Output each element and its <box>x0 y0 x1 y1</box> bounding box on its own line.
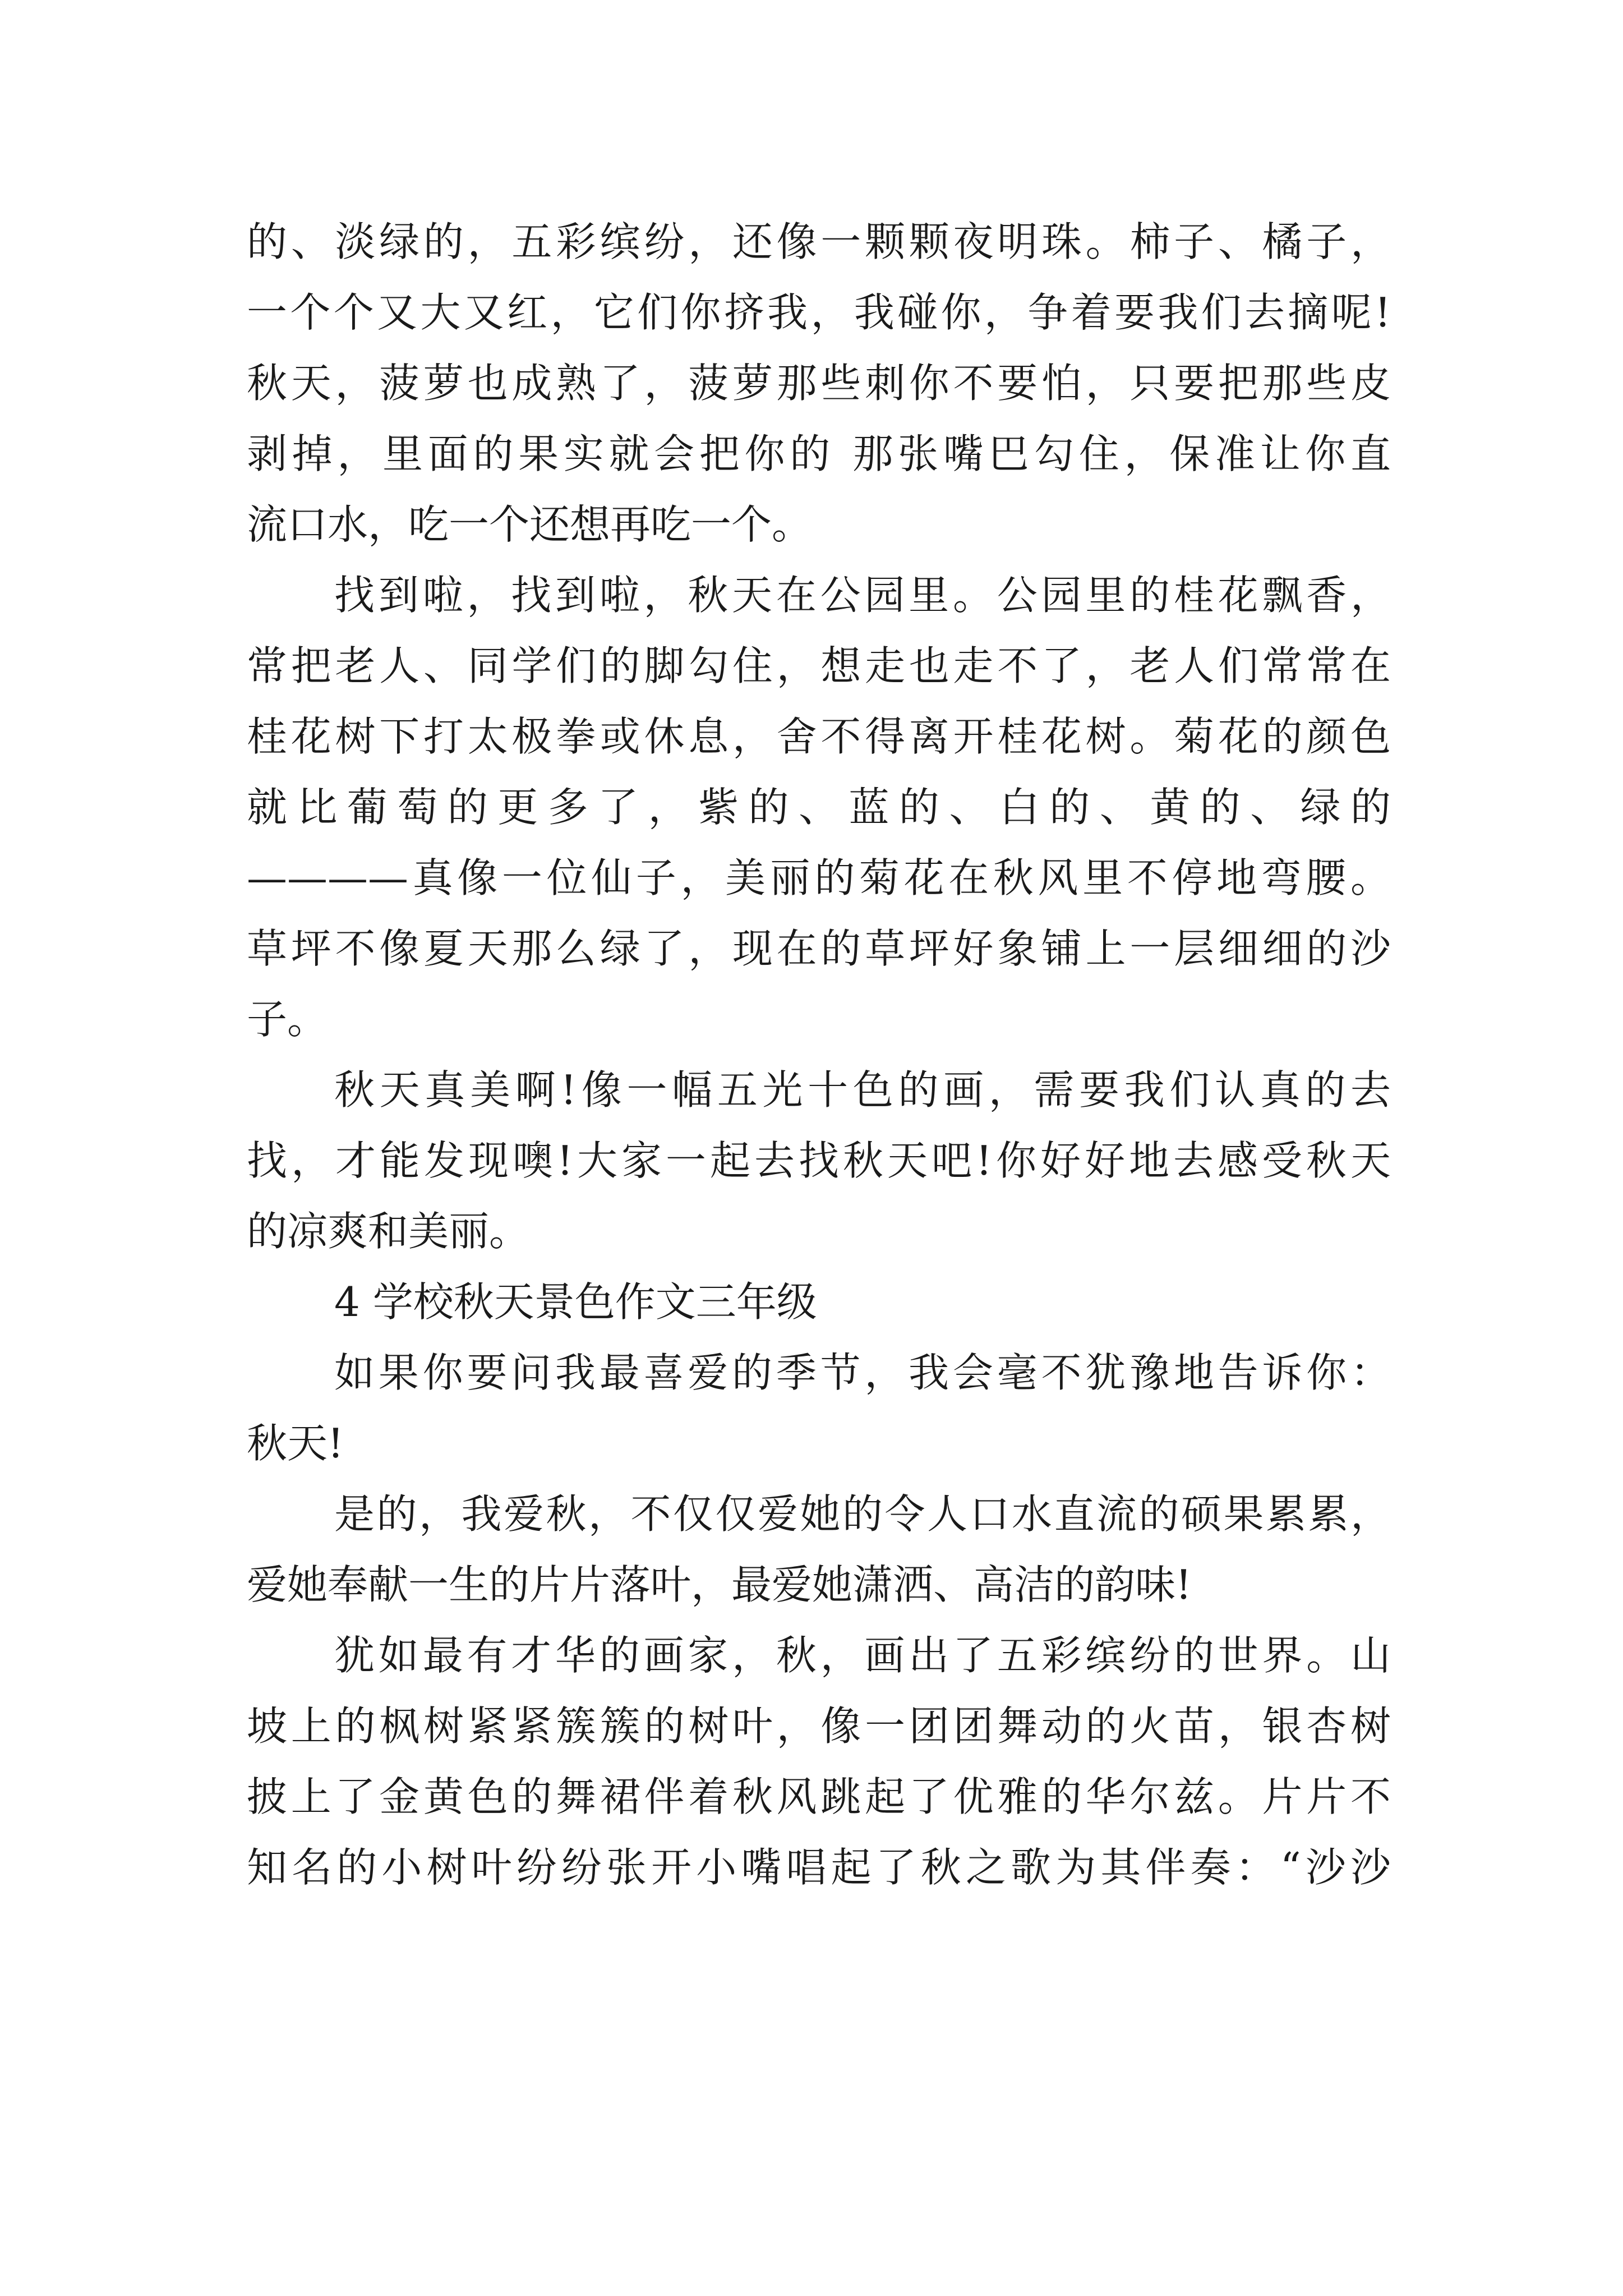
text-line: 桂花树下打太极拳或休息，舍不得离开桂花树。菊花的颜色 <box>247 713 1391 760</box>
text-line: 的、淡绿的，五彩缤纷，还像一颗颗夜明珠。柿子、橘子， <box>247 218 1391 265</box>
text-line: ————真像一位仙子，美丽的菊花在秋风里不停地弯腰。 <box>247 854 1391 901</box>
text-line: 找，才能发现噢!大家一起去找秋天吧!你好好地去感受秋天 <box>247 1137 1391 1184</box>
text-line: 就比葡萄的更多了，紫的、蓝的、白的、黄的、绿的 <box>247 784 1391 831</box>
paragraph-first-line: 秋天真美啊!像一幅五光十色的画，需要我们认真的去 <box>334 1066 1391 1114</box>
essay-body <box>247 206 1391 1903</box>
text-line: 一个个又大又红，它们你挤我，我碰你，争着要我们去摘呢! <box>247 289 1391 336</box>
text-line: 知名的小树叶纷纷张开小嘴唱起了秋之歌为其伴奏：“沙沙 <box>247 1844 1391 1891</box>
text-line: 爱她奉献一生的片片落叶，最爱她潇洒、高洁的韵味! <box>247 1561 1192 1608</box>
paragraph-first-line: 找到啦，找到啦，秋天在公园里。公园里的桂花飘香， <box>334 572 1391 619</box>
text-line: 常把老人、同学们的脚勾住，想走也走不了，老人们常常在 <box>247 642 1391 689</box>
text-line: 秋天，菠萝也成熟了，菠萝那些刺你不要怕，只要把那些皮 <box>247 360 1391 407</box>
text-line: 子。 <box>247 996 328 1043</box>
paragraph-first-line: 犹如最有才华的画家，秋，画出了五彩缤纷的世界。山 <box>334 1632 1391 1679</box>
text-line: 剥掉，里面的果实就会把你的 那张嘴巴勾住，保准让你直 <box>247 430 1391 477</box>
section-heading: 4 学校秋天景色作文三年级 <box>334 1278 817 1326</box>
text-line: 坡上的枫树紧紧簇簇的树叶，像一团团舞动的火苗，银杏树 <box>247 1703 1391 1750</box>
text-line: 草坪不像夏天那么绿了，现在的草坪好象铺上一层细细的沙 <box>247 925 1391 972</box>
text-line: 流口水，吃一个还想再吃一个。 <box>247 501 813 548</box>
paragraph-first-line: 是的，我爱秋，不仅仅爱她的令人口水直流的硕果累累， <box>334 1490 1391 1538</box>
text-line: 秋天! <box>247 1420 344 1467</box>
text-line: 的凉爽和美丽。 <box>247 1208 530 1255</box>
text-line: 披上了金黄色的舞裙伴着秋风跳起了优雅的华尔兹。片片不 <box>247 1773 1391 1820</box>
paragraph-first-line: 如果你要问我最喜爱的季节，我会毫不犹豫地告诉你： <box>334 1349 1391 1396</box>
